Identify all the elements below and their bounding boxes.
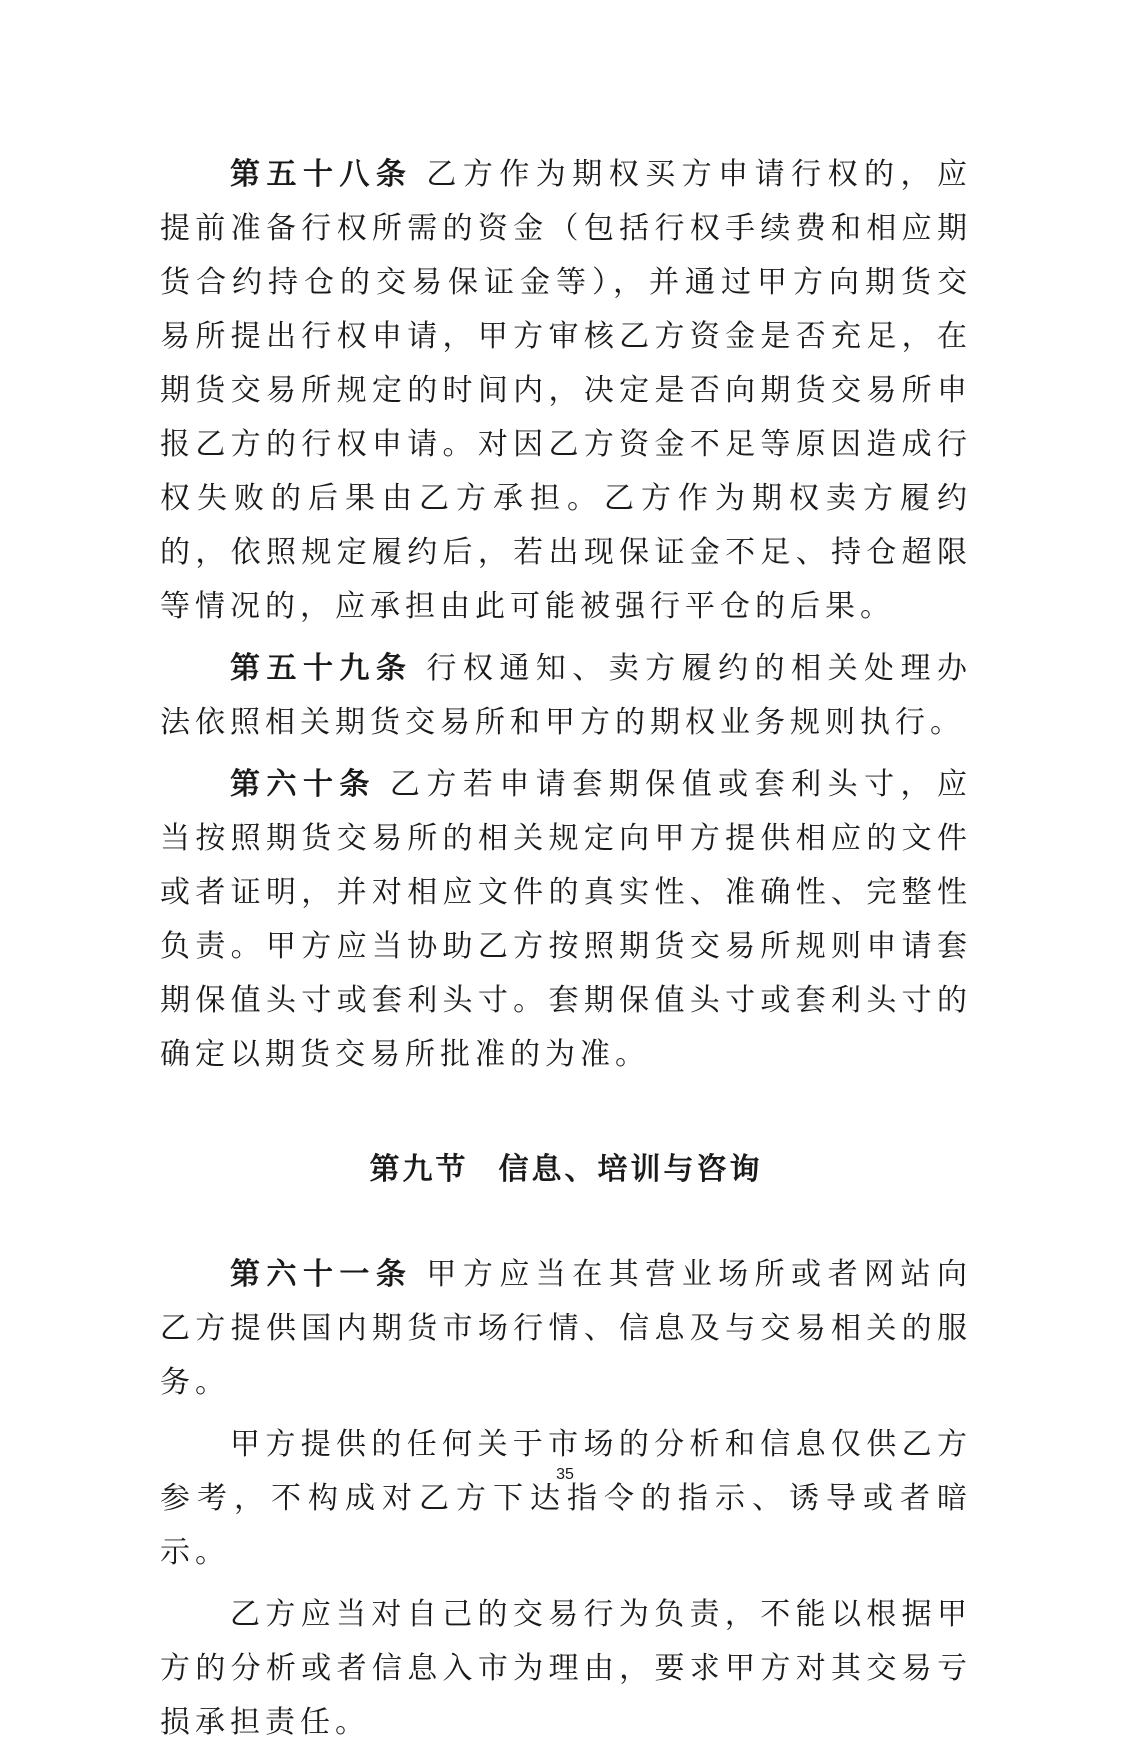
article-number: 第六十条 bbox=[230, 767, 376, 802]
article-text: 乙方若申请套期保值或套利头寸，应当按照期货交易所的相关规定向甲方提供相应的文件或者证明，并对相应文件的真实性、准确性、完整性负责。甲方应当协助乙方按照期货交易所规则申请套期保值头寸或套利头寸。套期保值头寸或套利头寸的确定以期货交易所批准的为准。 bbox=[160, 767, 973, 1072]
article-59 bbox=[160, 642, 972, 750]
article-number: 第五十九条 bbox=[230, 651, 413, 686]
paragraph-trading-responsibility: 乙方应当对自己的交易行为负责，不能以根据甲方的分析或者信息入市为理由，要求甲方对其交易亏损承担责任。 bbox=[160, 1597, 972, 1740]
article-number: 第五十八条 bbox=[230, 157, 413, 192]
page-number: 35 bbox=[556, 1466, 574, 1483]
section-number: 第九节 bbox=[369, 1152, 469, 1187]
paragraph-analysis-reference: 甲方提供的任何关于市场的分析和信息仅供乙方参考，不构成对乙方下达指令的指示、诱导或者暗示。 bbox=[160, 1427, 972, 1570]
article-58 bbox=[160, 148, 972, 634]
article-text: 乙方作为期权买方申请行权的，应提前准备行权所需的资金（包括行权手续费和相应期货合约持仓的交易保证金等），并通过甲方向期货交易所提出行权申请，甲方审核乙方资金是否充足，在期货交易所规定的时间内，决定是否向期货交易所申报乙方的行权申请。对因乙方资金不足等原因造成行权失败的后果由乙方承担。乙方作为期权卖方履约的，依照规定履约后，若出现保证金不足、持仓超限等情况的，应承担由此可能被强行平仓的后果。 bbox=[160, 157, 973, 624]
article-61 bbox=[160, 1248, 972, 1410]
document-body bbox=[160, 148, 972, 1758]
article-text: 行权通知、卖方履约的相关处理办法依照相关期货交易所和甲方的期权业务规则执行。 bbox=[160, 651, 973, 740]
article-number: 第六十一条 bbox=[230, 1257, 413, 1292]
article-60 bbox=[160, 758, 972, 1082]
article-text: 甲方应当在其营业场所或者网站向乙方提供国内期货市场行情、信息及与交易相关的服务。 bbox=[160, 1257, 973, 1400]
section-title: 信息、培训与咨询 bbox=[498, 1152, 763, 1187]
section-heading bbox=[160, 1144, 972, 1188]
